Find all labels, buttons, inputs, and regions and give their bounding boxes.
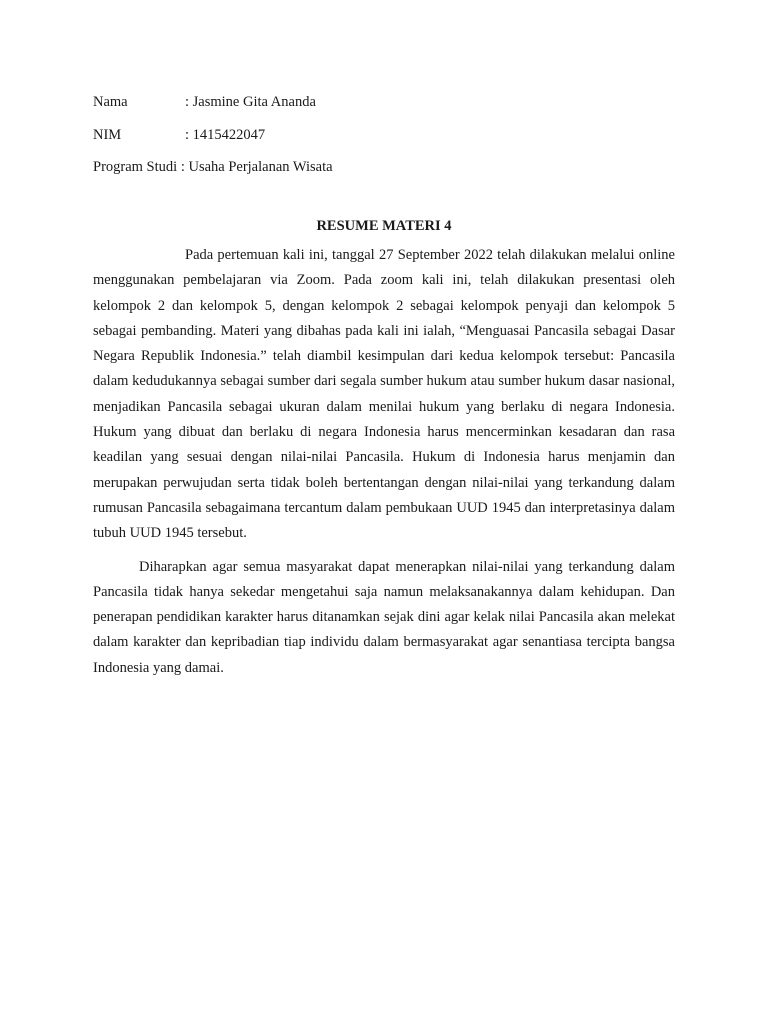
document-title: RESUME MATERI 4	[316, 218, 452, 234]
nim-label: NIM	[93, 126, 122, 143]
program-label: Program Studi	[93, 159, 178, 175]
paragraph-1: Pada pertemuan kali ini, tanggal 27 September 2022 telah dilakukan melalui online menggunakan pembelajaran via Zoom. Pada zoom kali ini, telah dilakukan presentasi oleh kelompok 2 dan kelompok 5, dengan kelompok 2 sebagai kelompok penyaji dan kelompok 5 sebagai pembanding. Materi yang dibahas pada kali ini ialah, “Menguasai Pancasila sebagai Dasar Negara Republik Indonesia.” telah diambil kesimpulan dari kedua kelompok tersebut: Pancasila dalam kedudukannya sebagai sumber dari segala sumber hukum atau sumber hukum dasar nasional, menjadikan Pancasila sebagai ukuran dalam menilai hukum yang berlaku di negara Indonesia. Hukum yang dibuat dan berlaku di negara Indonesia harus mencerminkan kesadaran dan rasa keadilan yang sesuai dengan nilai-nilai Pancasila. Hukum di Indonesia harus menjamin dan merupakan perwujudan serta tidak boleh bertentangan dengan nilai-nilai yang terkandung dalam rumusan Pancasila sebagaimana tercantum dalam pembukaan UUD 1945 dan interpretasinya dalam tubuh UUD 1945 tersebut.	[93, 247, 675, 542]
document-body	[93, 243, 675, 681]
program-value: : Usaha Perjalanan Wisata	[177, 159, 333, 175]
name-label: Nama	[93, 94, 128, 110]
nim-value: : 1415422047	[185, 126, 266, 143]
program-row	[93, 151, 333, 184]
name-value: : Jasmine Gita Ananda	[185, 94, 316, 110]
identity-block	[93, 86, 333, 184]
nim-row	[93, 119, 333, 152]
name-row	[93, 86, 333, 119]
paragraph-2: Diharapkan agar semua masyarakat dapat menerapkan nilai-nilai yang terkandung dalam Pancasila tidak hanya sekedar mengetahui saja namun melaksanakannya dalam kehidupan. Dan penerapan pendidikan karakter harus ditanamkan sejak dini agar kelak nilai Pancasila akan melekat dalam karakter dan kepribadian tiap individu dalam bermasyarakat agar senantiasa tercipta bangsa Indonesia yang damai.	[93, 558, 675, 676]
